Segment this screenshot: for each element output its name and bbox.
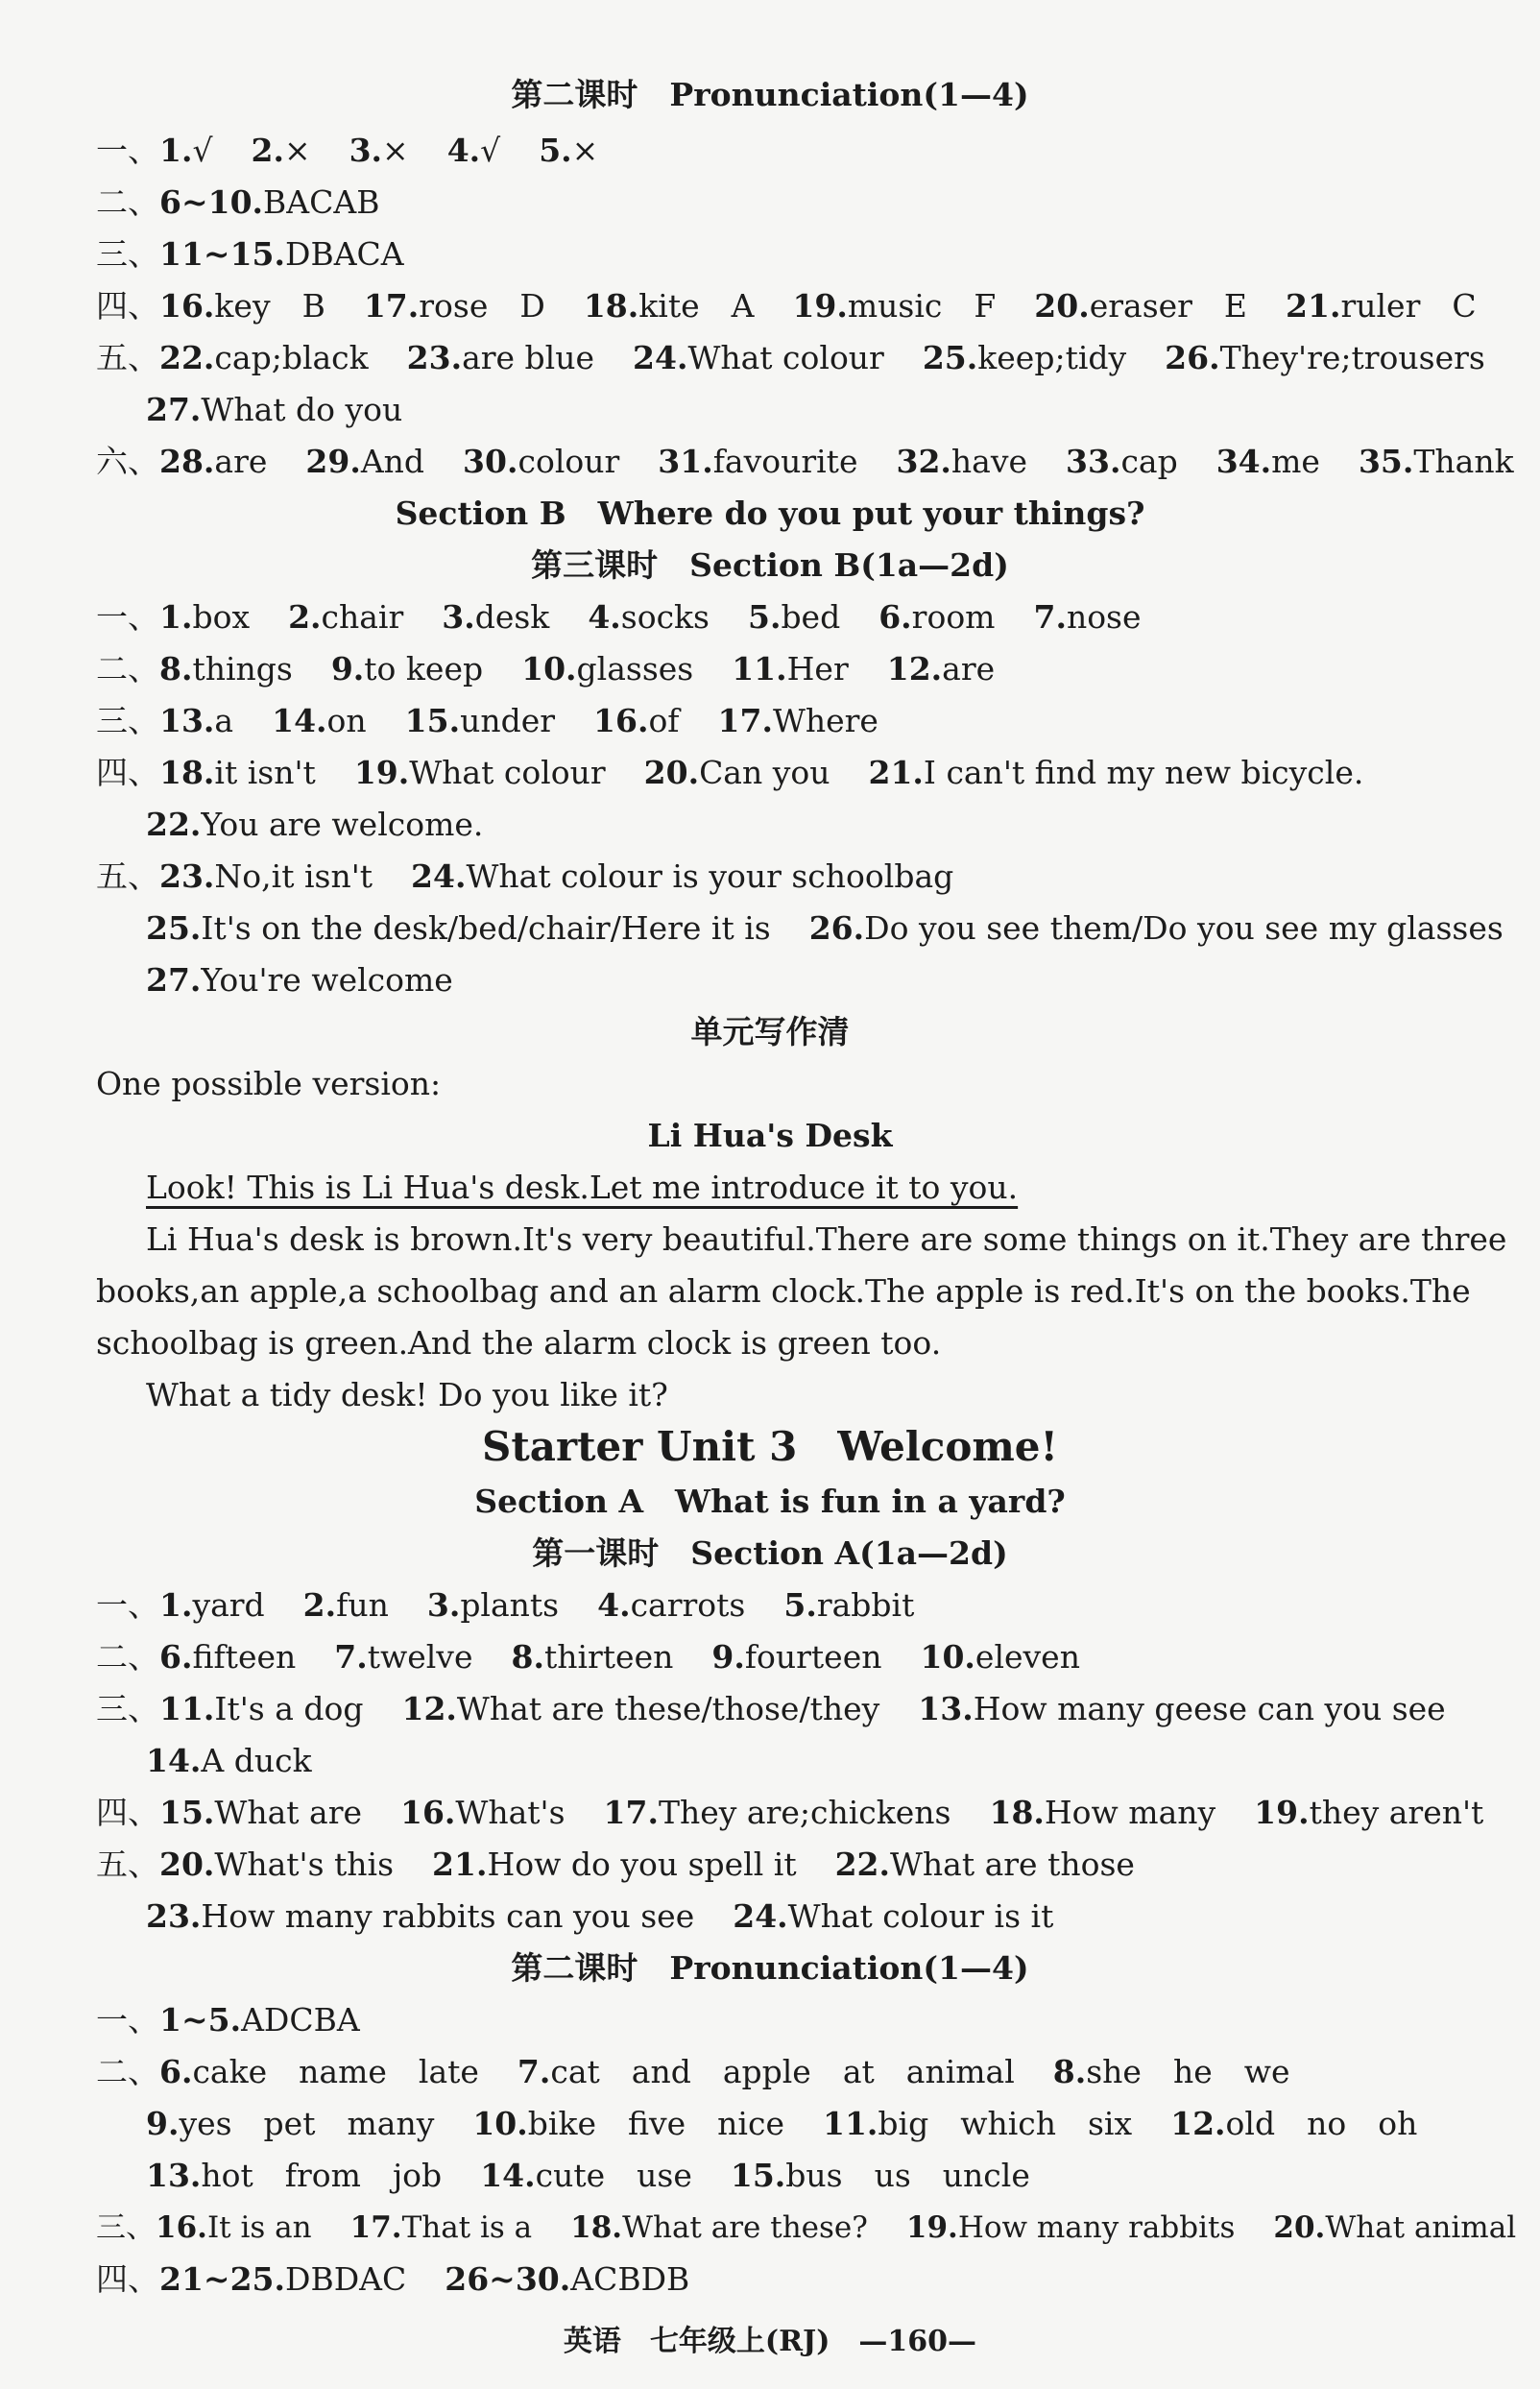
item-answer: ADCBA [241, 2001, 360, 2039]
item-number: 3. [442, 598, 475, 636]
item-answer: How do you spell it [487, 1846, 797, 1883]
item-number: 24. [733, 1897, 788, 1935]
item-number: 4. [446, 132, 481, 169]
writing-heading: 单元写作清 [690, 1013, 850, 1050]
item-answer: What animal [1325, 2210, 1517, 2245]
item-answer: glasses [576, 650, 694, 688]
section-heading: Section B Where do you put your things? [395, 495, 1145, 532]
item-number: 22. [146, 806, 202, 843]
essay-line: What a tidy desk! Do you like it? [146, 1376, 668, 1413]
item-number: 17. [363, 287, 420, 325]
item-answer: What colour is your schoolbag [466, 857, 954, 895]
item-answer: You're welcome [201, 961, 453, 999]
item-answer: are [214, 443, 268, 480]
item-number: 16. [159, 287, 215, 325]
item-number: 8. [1052, 2053, 1087, 2090]
item-number: 9. [146, 2105, 180, 2142]
item-answer: big which six [878, 2105, 1133, 2142]
item-number: 19. [1254, 1794, 1310, 1831]
row-prefix: 二、 [96, 1638, 159, 1676]
answer-row [96, 1580, 1498, 1631]
item-number: 12. [886, 650, 943, 688]
item-number: 7. [334, 1638, 368, 1676]
item-number: 10. [472, 2105, 528, 2142]
item-number: 17. [349, 2210, 402, 2245]
item-answer: rose D [419, 287, 545, 325]
row-prefix: 一、 [96, 1586, 159, 1624]
item-answer: colour [517, 443, 620, 480]
item-number: 14. [272, 702, 327, 739]
item-number: 30. [463, 443, 518, 480]
answer-row [96, 2254, 1498, 2305]
answer-row [146, 903, 1540, 954]
item-number: 1. [159, 132, 193, 169]
item-answer: to keep [364, 650, 484, 688]
item-answer: That is a [401, 2210, 533, 2245]
answer-row [96, 436, 1514, 488]
item-number: 18. [989, 1794, 1045, 1831]
item-number: 33. [1066, 443, 1121, 480]
item-answer: ruler C [1340, 287, 1477, 325]
answer-row [146, 384, 1540, 436]
item-number: 13. [918, 1690, 974, 1727]
item-number: 8. [159, 650, 193, 688]
item-answer: fun [336, 1586, 389, 1624]
item-number: 18. [159, 754, 215, 791]
item-answer: yes pet many [179, 2105, 435, 2142]
item-answer: They are;chickens [658, 1794, 951, 1831]
item-answer: rabbit [816, 1586, 915, 1624]
item-number: 5. [783, 1586, 817, 1624]
item-number: 12. [401, 1690, 457, 1727]
item-answer: plants [460, 1586, 560, 1624]
item-answer: key B [214, 287, 325, 325]
item-number: 20. [1273, 2210, 1326, 2245]
row-prefix: 三、 [96, 235, 159, 273]
item-number: 32. [896, 443, 951, 480]
item-number: 8. [511, 1638, 544, 1676]
item-answer: socks [620, 598, 710, 636]
item-number: 25. [922, 339, 978, 376]
item-answer: It is an [206, 2210, 312, 2245]
item-answer: of [648, 702, 680, 739]
item-answer: Her [786, 650, 849, 688]
item-answer: chair [321, 598, 404, 636]
item-number: 15. [730, 2157, 786, 2194]
item-number: 26. [808, 909, 865, 947]
item-answer: What colour [409, 754, 606, 791]
row-prefix: 三、 [96, 702, 159, 739]
row-prefix: 四、 [96, 2260, 159, 2298]
answer-row [146, 799, 1540, 851]
essay-intro: One possible version: [96, 1065, 442, 1102]
row-prefix: 一、 [96, 132, 159, 169]
essay-line: Look! This is Li Hua's desk.Let me introduce it to you. [146, 1169, 1019, 1206]
item-number: 18. [583, 287, 639, 325]
answer-row [96, 1631, 1498, 1683]
item-number: 6~10. [159, 183, 264, 221]
row-prefix: 五、 [96, 339, 159, 376]
item-answer: fourteen [744, 1638, 882, 1676]
item-number: 31. [658, 443, 713, 480]
item-answer: Thank [1413, 443, 1514, 480]
item-answer: box [192, 598, 251, 636]
item-answer: They're;trousers [1219, 339, 1485, 376]
item-number: 16. [593, 702, 649, 739]
item-number: 13. [159, 702, 215, 739]
item-answer: √ [480, 132, 501, 169]
item-answer: things [192, 650, 293, 688]
item-answer: bed [781, 598, 841, 636]
item-number: 17. [717, 702, 773, 739]
item-answer: have [950, 443, 1028, 480]
row-prefix: 二、 [96, 2053, 159, 2090]
answer-row [96, 747, 1498, 799]
item-number: 9. [711, 1638, 745, 1676]
item-number: 11. [159, 1690, 215, 1727]
item-number: 4. [588, 598, 621, 636]
item-answer: It's on the desk/bed/chair/Here it is [201, 909, 771, 947]
item-answer: ACBDB [570, 2260, 690, 2298]
item-number: 20. [159, 1846, 215, 1883]
answer-row [96, 2046, 1498, 2098]
answer-row [146, 1735, 1540, 1787]
item-answer: are [942, 650, 996, 688]
item-number: 10. [521, 650, 577, 688]
essay-line: schoolbag is green.And the alarm clock is green too. [96, 1324, 942, 1362]
item-answer: they aren't [1309, 1794, 1484, 1831]
item-number: 1. [159, 1586, 193, 1624]
item-answer: bike five nice [527, 2105, 784, 2142]
answer-row [96, 1683, 1498, 1735]
answer-row [146, 1891, 1540, 1943]
item-number: 11. [732, 650, 787, 688]
item-answer: hot from job [201, 2157, 443, 2194]
item-answer: How many geese can you see [973, 1690, 1446, 1727]
item-number: 5. [539, 132, 572, 169]
item-number: 35. [1358, 443, 1414, 480]
answer-row [96, 1994, 1498, 2046]
unit-heading: Starter Unit 3 Welcome! [482, 1423, 1058, 1470]
item-answer: What are [214, 1794, 362, 1831]
answer-row [96, 591, 1498, 643]
item-number: 12. [1170, 2105, 1226, 2142]
item-number: 23. [146, 1897, 202, 1935]
item-answer: desk [474, 598, 550, 636]
answer-row [96, 643, 1498, 695]
item-answer: a [214, 702, 234, 739]
item-answer: √ [192, 132, 213, 169]
row-prefix: 二、 [96, 650, 159, 688]
item-number: 11~15. [159, 235, 285, 273]
essay-line: books,an apple,a schoolbag and an alarm clock.The apple is red.It's on the books.The [96, 1272, 1471, 1310]
answer-row [96, 280, 1498, 332]
item-number: 6. [159, 2053, 193, 2090]
item-answer: on [326, 702, 367, 739]
item-answer: thirteen [543, 1638, 674, 1676]
answer-row [96, 695, 1498, 747]
item-answer: room [911, 598, 996, 636]
item-number: 20. [1034, 287, 1090, 325]
item-number: 2. [288, 598, 322, 636]
item-number: 13. [146, 2157, 202, 2194]
item-number: 22. [159, 339, 215, 376]
item-answer: twelve [367, 1638, 473, 1676]
row-prefix: 五、 [96, 1846, 159, 1883]
item-answer: What colour [687, 339, 884, 376]
item-answer: cat and apple at animal [550, 2053, 1015, 2090]
item-answer: cute use [535, 2157, 692, 2194]
item-number: 2. [251, 132, 284, 169]
item-number: 16. [400, 1794, 456, 1831]
item-answer: What's [455, 1794, 565, 1831]
item-answer: eraser E [1089, 287, 1248, 325]
answer-row [96, 2202, 1517, 2254]
answer-row [96, 1787, 1498, 1839]
lesson-heading: 第三课时 Section B(1a—2d) [531, 546, 1009, 584]
item-answer: BACAB [263, 183, 380, 221]
item-answer: music F [847, 287, 997, 325]
answer-row [96, 177, 1498, 229]
item-number: 27. [146, 391, 202, 428]
item-answer: under [460, 702, 556, 739]
row-prefix: 三、 [96, 1690, 159, 1727]
item-number: 26~30. [445, 2260, 571, 2298]
row-prefix: 四、 [96, 1794, 159, 1831]
item-answer: × [283, 132, 311, 169]
item-number: 1~5. [159, 2001, 242, 2039]
item-number: 21~25. [159, 2260, 285, 2298]
answer-row [96, 125, 1498, 177]
item-answer: How many [1044, 1794, 1216, 1831]
item-answer: keep;tidy [977, 339, 1127, 376]
item-answer: What do you [201, 391, 403, 428]
answer-row [96, 851, 1498, 903]
item-number: 11. [822, 2105, 878, 2142]
item-answer: old no oh [1225, 2105, 1418, 2142]
item-answer: It's a dog [214, 1690, 364, 1727]
item-answer: Can you [699, 754, 830, 791]
item-answer: What are these? [622, 2210, 868, 2245]
row-prefix: 六、 [96, 443, 159, 480]
item-number: 21. [1286, 287, 1341, 325]
item-answer: favourite [712, 443, 858, 480]
item-answer: How many rabbits can you see [201, 1897, 695, 1935]
item-number: 9. [330, 650, 365, 688]
item-answer: I can't find my new bicycle. [923, 754, 1364, 791]
item-number: 17. [603, 1794, 659, 1831]
item-number: 5. [747, 598, 782, 636]
item-number: 23. [159, 857, 215, 895]
item-answer: cake name late [192, 2053, 479, 2090]
item-number: 3. [349, 132, 383, 169]
item-answer: she he we [1086, 2053, 1290, 2090]
item-number: 6. [878, 598, 912, 636]
item-number: 24. [411, 857, 467, 895]
essay-line: Li Hua's desk is brown.It's very beautiful.There are some things on it.They are three [146, 1220, 1507, 1258]
item-number: 14. [480, 2157, 536, 2194]
item-number: 16. [156, 2210, 207, 2245]
item-number: 27. [146, 961, 202, 999]
row-prefix: 五、 [96, 857, 159, 895]
item-answer: nose [1066, 598, 1142, 636]
item-number: 21. [432, 1846, 488, 1883]
item-answer: × [382, 132, 409, 169]
item-number: 1. [159, 598, 193, 636]
item-number: 3. [426, 1586, 461, 1624]
item-number: 2. [302, 1586, 337, 1624]
row-prefix: 一、 [96, 598, 159, 636]
lesson-heading: 第二课时 Pronunciation(1—4) [511, 1949, 1029, 1987]
item-answer: DBACA [285, 235, 404, 273]
answer-row [146, 2150, 1540, 2202]
item-number: 15. [404, 702, 461, 739]
item-answer: yard [192, 1586, 265, 1624]
item-answer: You are welcome. [201, 806, 484, 843]
item-number: 10. [920, 1638, 975, 1676]
item-answer: carrots [630, 1586, 746, 1624]
item-number: 22. [834, 1846, 890, 1883]
item-number: 6. [159, 1638, 193, 1676]
item-answer: What's this [214, 1846, 395, 1883]
item-number: 28. [159, 443, 215, 480]
item-answer: are blue [462, 339, 595, 376]
item-number: 19. [905, 2210, 958, 2245]
answer-row [96, 229, 1498, 280]
row-prefix: 二、 [96, 183, 159, 221]
item-answer: And [360, 443, 425, 480]
lesson-heading: 第二课时 Pronunciation(1—4) [511, 76, 1029, 113]
row-prefix: 三、 [96, 2210, 156, 2245]
item-number: 29. [305, 443, 361, 480]
item-number: 7. [1033, 598, 1067, 636]
item-number: 4. [597, 1586, 631, 1624]
item-answer: eleven [975, 1638, 1080, 1676]
item-answer: cap [1120, 443, 1178, 480]
section-heading: Section A What is fun in a yard? [474, 1483, 1066, 1520]
item-number: 15. [159, 1794, 215, 1831]
essay-title: Li Hua's Desk [647, 1117, 893, 1154]
item-answer: Where [772, 702, 878, 739]
item-answer: What colour is it [787, 1897, 1054, 1935]
item-number: 7. [517, 2053, 551, 2090]
item-answer: cap;black [214, 339, 369, 376]
item-number: 20. [643, 754, 700, 791]
item-number: 19. [353, 754, 410, 791]
item-answer: A duck [201, 1742, 312, 1779]
row-prefix: 四、 [96, 754, 159, 791]
item-answer: Do you see them/Do you see my glasses [864, 909, 1504, 947]
lesson-heading: 第一课时 Section A(1a—2d) [532, 1534, 1008, 1572]
item-number: 21. [868, 754, 924, 791]
answer-row [146, 954, 1540, 1006]
row-prefix: 一、 [96, 2001, 159, 2039]
item-number: 23. [406, 339, 463, 376]
item-number: 14. [146, 1742, 202, 1779]
item-number: 25. [146, 909, 202, 947]
item-answer: No,it isn't [214, 857, 373, 895]
item-answer: it isn't [214, 754, 316, 791]
item-answer: What are these/those/they [456, 1690, 880, 1727]
item-answer: How many rabbits [957, 2210, 1236, 2245]
answer-row [96, 1839, 1498, 1891]
item-answer: kite A [638, 287, 755, 325]
item-answer: me [1271, 443, 1320, 480]
item-number: 26. [1165, 339, 1220, 376]
answer-row [146, 2098, 1540, 2150]
item-number: 19. [792, 287, 848, 325]
item-answer: bus us uncle [785, 2157, 1030, 2194]
page-footer: 英语 七年级上(RJ) —160— [563, 2325, 977, 2358]
item-answer: × [571, 132, 599, 169]
item-number: 34. [1215, 443, 1272, 480]
item-answer: fifteen [192, 1638, 297, 1676]
answer-row [96, 332, 1498, 384]
item-answer: What are those [890, 1846, 1135, 1883]
item-answer: DBDAC [285, 2260, 407, 2298]
item-number: 18. [570, 2210, 623, 2245]
row-prefix: 四、 [96, 287, 159, 325]
item-number: 24. [633, 339, 688, 376]
